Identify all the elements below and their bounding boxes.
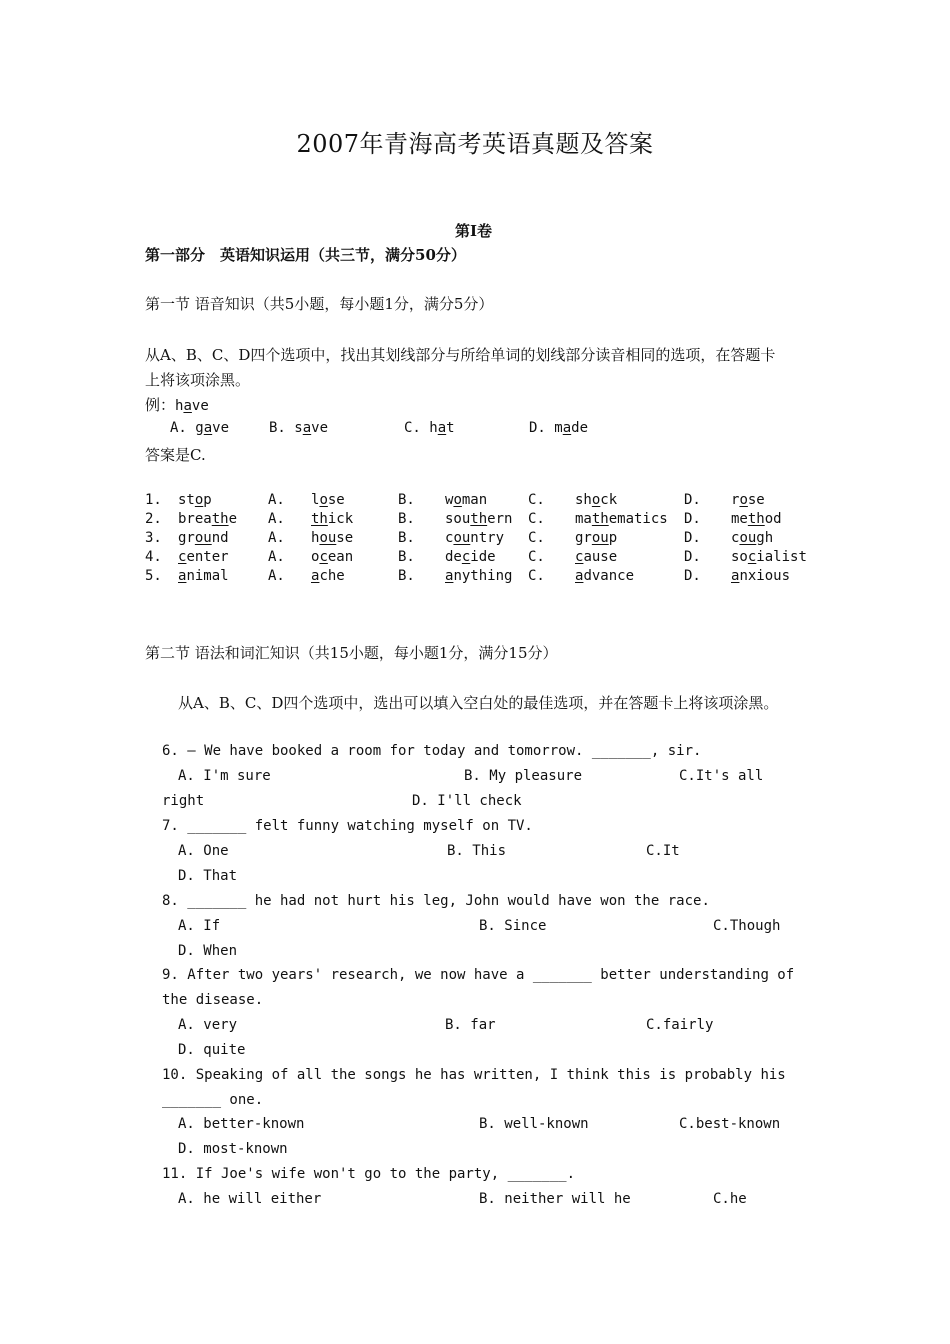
question-11-stem: 11. If Joe's wife won't go to the party, _______.	[162, 1166, 576, 1182]
option-word: ocean	[311, 549, 354, 565]
question-number: 4.	[145, 549, 162, 565]
section1-heading: 第一节 语音知识（共5小题，每小题1分，满分5分）	[145, 295, 494, 313]
option-letter: A.	[268, 549, 285, 565]
question-word: animal	[178, 568, 229, 584]
option-letter: C.	[528, 492, 545, 508]
question-10-option-a: A. better-known	[178, 1116, 305, 1132]
option-word: thick	[311, 511, 354, 527]
question-7-stem: 7. _______ felt funny watching myself on TV.	[162, 818, 533, 834]
question-9-stem: 9. After two years' research, we now have a _______ better understanding of	[162, 967, 795, 983]
option-word: lose	[311, 492, 345, 508]
option-word: woman	[445, 492, 488, 508]
example-word: have	[175, 398, 209, 414]
question-word: breathe	[178, 511, 238, 527]
question-number: 3.	[145, 530, 162, 546]
option-letter: C.	[528, 568, 545, 584]
question-10-option-d: D. most-known	[178, 1141, 288, 1157]
question-word: stop	[178, 492, 212, 508]
question-word: center	[178, 549, 229, 565]
question-9-option-c: C.fairly	[646, 1017, 714, 1033]
question-10-option-b: B. well-known	[479, 1116, 589, 1132]
question-9-option-b: B. far	[445, 1017, 496, 1033]
example-option-a: A. gave	[170, 420, 230, 436]
option-letter: D.	[684, 568, 701, 584]
question-10-stem: 10. Speaking of all the songs he has written, I think this is probably his	[162, 1067, 786, 1083]
question-8-option-d: D. When	[178, 943, 238, 959]
option-word: anxious	[731, 568, 791, 584]
option-word: house	[311, 530, 354, 546]
question-6-option-b: B. My pleasure	[464, 768, 583, 784]
question-8-stem: 8. _______ he had not hurt his leg, John would have won the race.	[162, 893, 710, 909]
option-word: country	[445, 530, 505, 546]
section1-instruction: 从A、B、C、D四个选项中，找出其划线部分与所给单词的划线部分读音相同的选项，在答题卡	[145, 346, 776, 364]
option-letter: D.	[684, 549, 701, 565]
question-9-option-d: D. quite	[178, 1042, 246, 1058]
section2-instruction: 从A、B、C、D四个选项中，选出可以填入空白处的最佳选项，并在答题卡上将该项涂黑。	[178, 694, 779, 712]
question-8-option-b: B. Since	[479, 918, 547, 934]
option-word: shock	[575, 492, 618, 508]
option-letter: C.	[528, 511, 545, 527]
question-number: 1.	[145, 492, 162, 508]
option-letter: B.	[398, 511, 415, 527]
option-word: socialist	[731, 549, 807, 565]
question-7-option-d: D. That	[178, 868, 238, 884]
question-8-option-c: C.Though	[713, 918, 781, 934]
question-word: ground	[178, 530, 229, 546]
section2-heading: 第二节 语法和词汇知识（共15小题，每小题1分，满分15分）	[145, 644, 558, 662]
option-word: mathematics	[575, 511, 668, 527]
question-10-stem-cont: _______ one.	[162, 1092, 264, 1108]
example-label: 例：	[145, 396, 176, 414]
example-option-b: B. save	[269, 420, 329, 436]
option-letter: D.	[684, 511, 701, 527]
question-10-option-c: C.best-known	[679, 1116, 781, 1132]
example-option-d: D. made	[529, 420, 589, 436]
question-9-stem-cont: the disease.	[162, 992, 264, 1008]
example-option-c: C. hat	[404, 420, 455, 436]
option-letter: C.	[528, 549, 545, 565]
question-6-stem: 6. — We have booked a room for today and tomorrow. _______, sir.	[162, 743, 702, 759]
question-7-option-a: A. One	[178, 843, 229, 859]
option-word: rose	[731, 492, 765, 508]
question-9-option-a: A. very	[178, 1017, 238, 1033]
option-word: ache	[311, 568, 345, 584]
question-6-option-d: D. I'll check	[412, 793, 522, 809]
option-word: group	[575, 530, 618, 546]
question-7-option-b: B. This	[447, 843, 507, 859]
option-word: cause	[575, 549, 618, 565]
option-letter: D.	[684, 530, 701, 546]
option-letter: C.	[528, 530, 545, 546]
question-number: 2.	[145, 511, 162, 527]
question-number: 5.	[145, 568, 162, 584]
option-letter: A.	[268, 492, 285, 508]
option-word: advance	[575, 568, 635, 584]
option-word: decide	[445, 549, 496, 565]
option-letter: A.	[268, 530, 285, 546]
page-title: 2007年青海高考英语真题及答案	[296, 130, 654, 158]
section1-instruction-cont: 上将该项涂黑。	[145, 371, 251, 389]
option-word: anything	[445, 568, 513, 584]
question-7-option-c: C.It	[646, 843, 680, 859]
question-11-option-b: B. neither will he	[479, 1191, 631, 1207]
option-letter: B.	[398, 568, 415, 584]
option-letter: B.	[398, 492, 415, 508]
option-letter: D.	[684, 492, 701, 508]
option-letter: B.	[398, 530, 415, 546]
question-11-option-c: C.he	[713, 1191, 747, 1207]
question-6-option-c-cont: right	[162, 793, 205, 809]
example-answer: 答案是C.	[145, 446, 206, 464]
part1-heading: 第一部分 英语知识运用（共三节，满分50分）	[145, 246, 466, 264]
question-6-option-a: A. I'm sure	[178, 768, 271, 784]
option-letter: A.	[268, 568, 285, 584]
question-6-option-c: C.It's all	[679, 768, 764, 784]
option-word: southern	[445, 511, 513, 527]
option-letter: B.	[398, 549, 415, 565]
example-line	[145, 394, 209, 415]
question-11-option-a: A. he will either	[178, 1191, 322, 1207]
option-word: cough	[731, 530, 774, 546]
option-word: method	[731, 511, 782, 527]
volume-heading: 第Ⅰ卷	[455, 222, 493, 240]
option-letter: A.	[268, 511, 285, 527]
question-8-option-a: A. If	[178, 918, 221, 934]
